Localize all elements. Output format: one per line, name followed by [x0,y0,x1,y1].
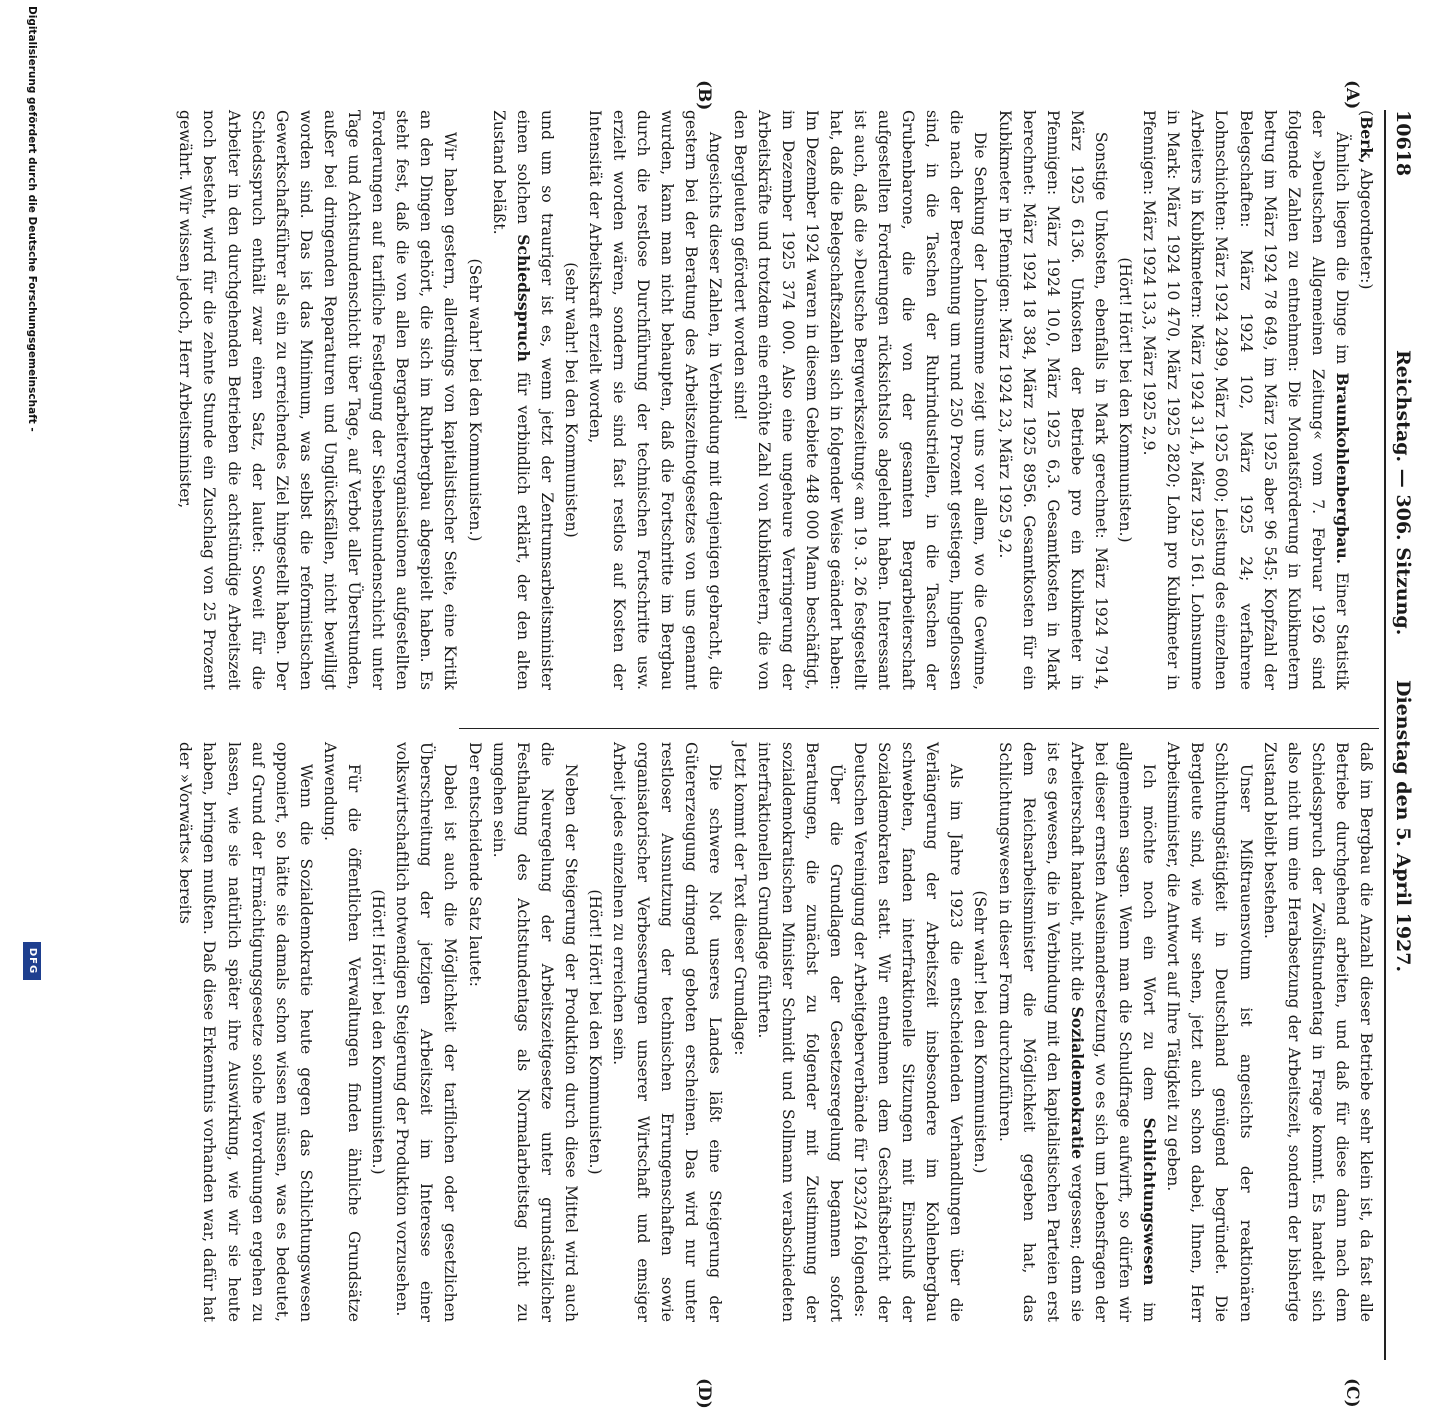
paragraph: daß im Bergbau die Anzahl dieser Betriebe sehr klein ist, da fast alle Betriebe durchgehend arbeiten, und daß für diese dann nach dem Schiedsspruch der Zwölfstundentag in Frage kommt. Es handelt sich also nicht um eine Herabsetzung der Arbeitszeit, sondern der bisherige Zustand bleibt bestehen. [1260,742,1375,1322]
quoted-paragraph: Dabei ist auch die Möglichkeit der tariflichen oder gesetzlichen Überschreitung der jetzigen Arbeitszeit im Interesse einer volkswirtschaftlich notwendigen Steigerung der Produktion vorzusehen. [393,742,460,1322]
paragraph: Der entscheidende Satz lautet: [465,742,484,987]
paragraph: Unser Mißtrauensvotum ist angesichts der reaktionären Schlichtungstätigkeit in Deutschland genügend begründet. Die Bergleute sind, wie wir sehen, jetzt auch schon dabei, Ihnen, Herr Arbeitsminister, die Antwort auf Ihre Tätigkeit zu geben. [1164,742,1255,1322]
paragraph: Als im Jahre 1923 die entscheidenden Verhandlungen über die Verlängerung der Arbeitszeit insbesondere im Kohlenbergbau schwebten, fanden interfraktionelle Sitzungen mit Einschluß der Sozialdemokraten statt. Wir entnehmen dem Geschäftsbericht der Deutschen Vereinigung der Arbeitgeberverbände für 1923/24 folgendes: [851,742,966,1322]
paragraph: Wenn die Sozialdemokratie heute gegen das Schlichtungswesen opponiert, so hätte sie damals schon wissen müssen, was es bedeutet, auf Grund der Ermächtigungsgesetze solche Verordnungen ergehen zu lassen, wie sie natürlich später ihre Auswirkung, wie wir sie heute haben, bringen mußten. Daß diese Erkenntnis vorhanden war, dafür hat der »Vorwärts« bereits [176,742,315,1322]
speaker-line: (Berk, Abgeordneter:) [1357,110,1376,290]
text-run: für verbindlich erklärt, der den alten Zustand beläßt. [489,110,532,690]
interjection: (Hört! Hört! bei den Kommunisten.) [1116,257,1135,543]
margin-letter-b: (B) [694,80,714,111]
credit-text: Digitalisierung gefördert durch die Deutsche Forschungsgemeinschaft - [26,6,38,432]
quoted-paragraph: Die schwere Not unseres Landes läßt eine Steigerung der Gütererzeugung dringend geboten erscheinen. Das wird nur unter restloser Ausnutzung der technischen Errungenschaften sowie organisatorischer Verbesserungen unserer Wirtschaft und emsiger Arbeit jedes einzelnen zu erreichen sein. [610,742,725,1322]
paragraph [993,742,1162,1322]
speaker-name: Berk, [1357,116,1376,164]
running-title: Reichstag. — 306. Sitzung. [1392,350,1414,636]
left-column [176,110,1378,690]
speaker-role: Abgeordneter:) [1357,168,1375,290]
session-date: Dienstag den 5. April 1927. [1392,680,1414,973]
bold-term: Braunkohlenbergbau. [1332,372,1352,565]
interjection: (Sehr wahr! bei den Kommunisten.) [971,890,990,1174]
interjection: (Hört! Hört! bei den Kommunisten.) [586,889,604,1175]
text-run: und um so trauriger ist es, wenn jetzt der Zentrumsarbeitsminister einen solchen [513,110,556,690]
text-run: Ähnlich liegen die Dinge im [1332,131,1351,365]
margin-letter-d: (D) [694,1378,714,1409]
paragraph: Sonstige Unkosten, ebenfalls in Mark gerechnet: März 1924 7914, März 1925 6136. Unkosten der Betriebe pro ein Kubikmeter in Pfennigen: März 1924 10,0, März 1925 6,3. Gesamtkosten in Mark berechnet: März 1924 18 384, März 1925 8956. Gesamtkosten für ein Kubikmeter in Pfennigen: März 1924 23, März 1925 9,2. [995,110,1110,690]
page-number: 10618 [1392,110,1414,177]
interjection: (Hört! Hört! bei den Kommunisten.) [369,889,388,1175]
header-rule [1384,110,1386,1360]
bold-term: Sozialdemokratie [1067,1006,1087,1160]
dfg-logo: DFG [23,942,41,980]
paragraph: Angesichts dieser Zahlen, in Verbindung mit denjenigen gebracht, die gestern bei der Beratung des Arbeitszeitnotgesetzes von uns genannt wurden, kann man nicht behaupten, daß die Fortschritte im Bergbau durch die restlose Durchführung der technischen Fortschritte usw. erzielt worden wären, sondern sie sind fast restlos auf Kosten der Intensität der Arbeitskraft erzielt worden, [586,110,725,690]
paragraph [487,110,559,690]
paragraph: Jetzt kommt der Text dieser Grundlage: [730,742,749,1056]
right-column [176,742,1378,1322]
margin-letter-c: (C) [1342,1378,1362,1408]
paragraph: Wir haben gestern, allerdings von kapitalistischer Seite, eine Kritik an den Dingen gehört, die sich im Ruhrbergbau abgespielt haben. Es steht fest, daß die von allen Bergarbeiterorganisationen aufgestellten Forderungen auf tarifliche Festlegung der Siebenstundenschicht unter Tage und Achtstundenschicht über Tage, auf Verbot aller Überstunden, außer bei dringenden Reparaturen und Unglücksfällen, nicht bewilligt worden sind. Das ist das Minimum, was selbst die reformistischen Gewerkschaftsführer als ein zu erreichendes Ziel hingestellt haben. Der Schiedsspruch enthält zwar einen Satz, der lautet: Soweit für die Arbeiter in den durchgehenden Betrieben die achtstündige Arbeitszeit noch besteht, wird für die zehnte Stunde ein Zuschlag von 25 Prozent gewährt. Wir wissen jedoch, Herr Arbeitsminister, [176,110,460,690]
paragraph: Die Senkung der Lohnsumme zeigt uns vor allem, wo die Gewinne, die nach der Berechnung um rund 250 Prozent gestiegen, hingeflossen sind, in die Taschen der Ruhrindustriellen, in die Taschen der Grubenbarone, die die von der gesamten Bergarbeiterschaft aufgestellten Forderungen rücksichtslos abgelehnt haben. Interessant ist auch, daß die »Deutsche Bergwerkszeitung« am 19. 3. 26 festgestellt hat, daß die Belegschaftszahlen sich in folgender Weise geändert haben: Im Dezember 1924 waren in diesem Gebiete 448 000 Mann beschäftigt, im Dezember 1925 374 000. Also eine ungeheure Verringerung der Arbeitskräfte und trotzdem eine erhöhte Zahl von Kubikmetern, die von den Bergleuten gefördert worden sind! [730,110,990,690]
bold-term: Schlichtungswesen [1140,1117,1160,1286]
text-run: im allgemeinen sagen. Wenn man die Schuldfrage aufwirft, so dürfen wir bei dieser ernsten Auseinandersetzung, wo es sich um Lebensfragen der Arbeiterschaft handelt, nicht die [1067,742,1159,1322]
quoted-paragraph: Für die öffentlichen Verwaltungen finden ähnliche Grundsätze Anwendung. [320,742,364,1322]
text-run: vergessen; denn sie ist es gewesen, die in Verbindung mit den kapitalistischen Parteien erst dem Reichsarbeitsminister die Möglichkeit gegeben hat, das Schlichtungswesen in dieser Form durchzuführen. [995,742,1086,1322]
column-divider [459,728,1379,729]
quoted-paragraph: Neben der Steigerung der Produktion durch diese Mittel wird auch die Neuregelung der Arbeitszeitgesetze unter grundsätzlicher Festhaltung des Achtstundentags als Normalarbeitstag nicht zu umgehen sein. [489,742,580,1322]
quoted-paragraph: Über die Grundlagen der Gesetzesregelung begannen sofort Beratungen, die zunächst zu folgender mit Zustimmung der sozialdemokratischen Minister Schmidt und Sollmann verabschiedeten interfraktionellen Grundlage führten. [754,742,845,1322]
margin-letter-a: (A) [1342,80,1362,110]
text-run: Einer Statistik der »Deutschen Allgemeinen Zeitung« vom 7. Februar 1926 sind folgende Zahlen zu entnehmen: Die Monatsförderung in Kubikmetern betrug im März 1924 78 649, im März 1925 aber 96 545; Kopfzahl der Belegschaften: März 1924 102, März 1925 24; verfahrene Lohnschichten: März 1924 2499, März 1925 600; Leistung des einzelnen Arbeiters in Kubikmetern: März 1924 31,4, März 1925 161. Lohnsumme in Mark: März 1924 10 470, März 1925 2820; Lohn pro Kubikmeter in Pfennigen: März 1924 13,3, März 1925 2,9. [1140,110,1351,690]
digitization-credit [12,0,46,1000]
bold-term: Schiedsspruch [513,234,533,362]
interjection: (Sehr wahr! bei den Kommunisten.) [465,258,484,542]
text-run: Ich möchte noch ein Wort zu dem [1140,763,1159,1101]
interjection: (sehr wahr! bei den Kommunisten) [561,262,580,538]
paragraph [1137,110,1354,690]
